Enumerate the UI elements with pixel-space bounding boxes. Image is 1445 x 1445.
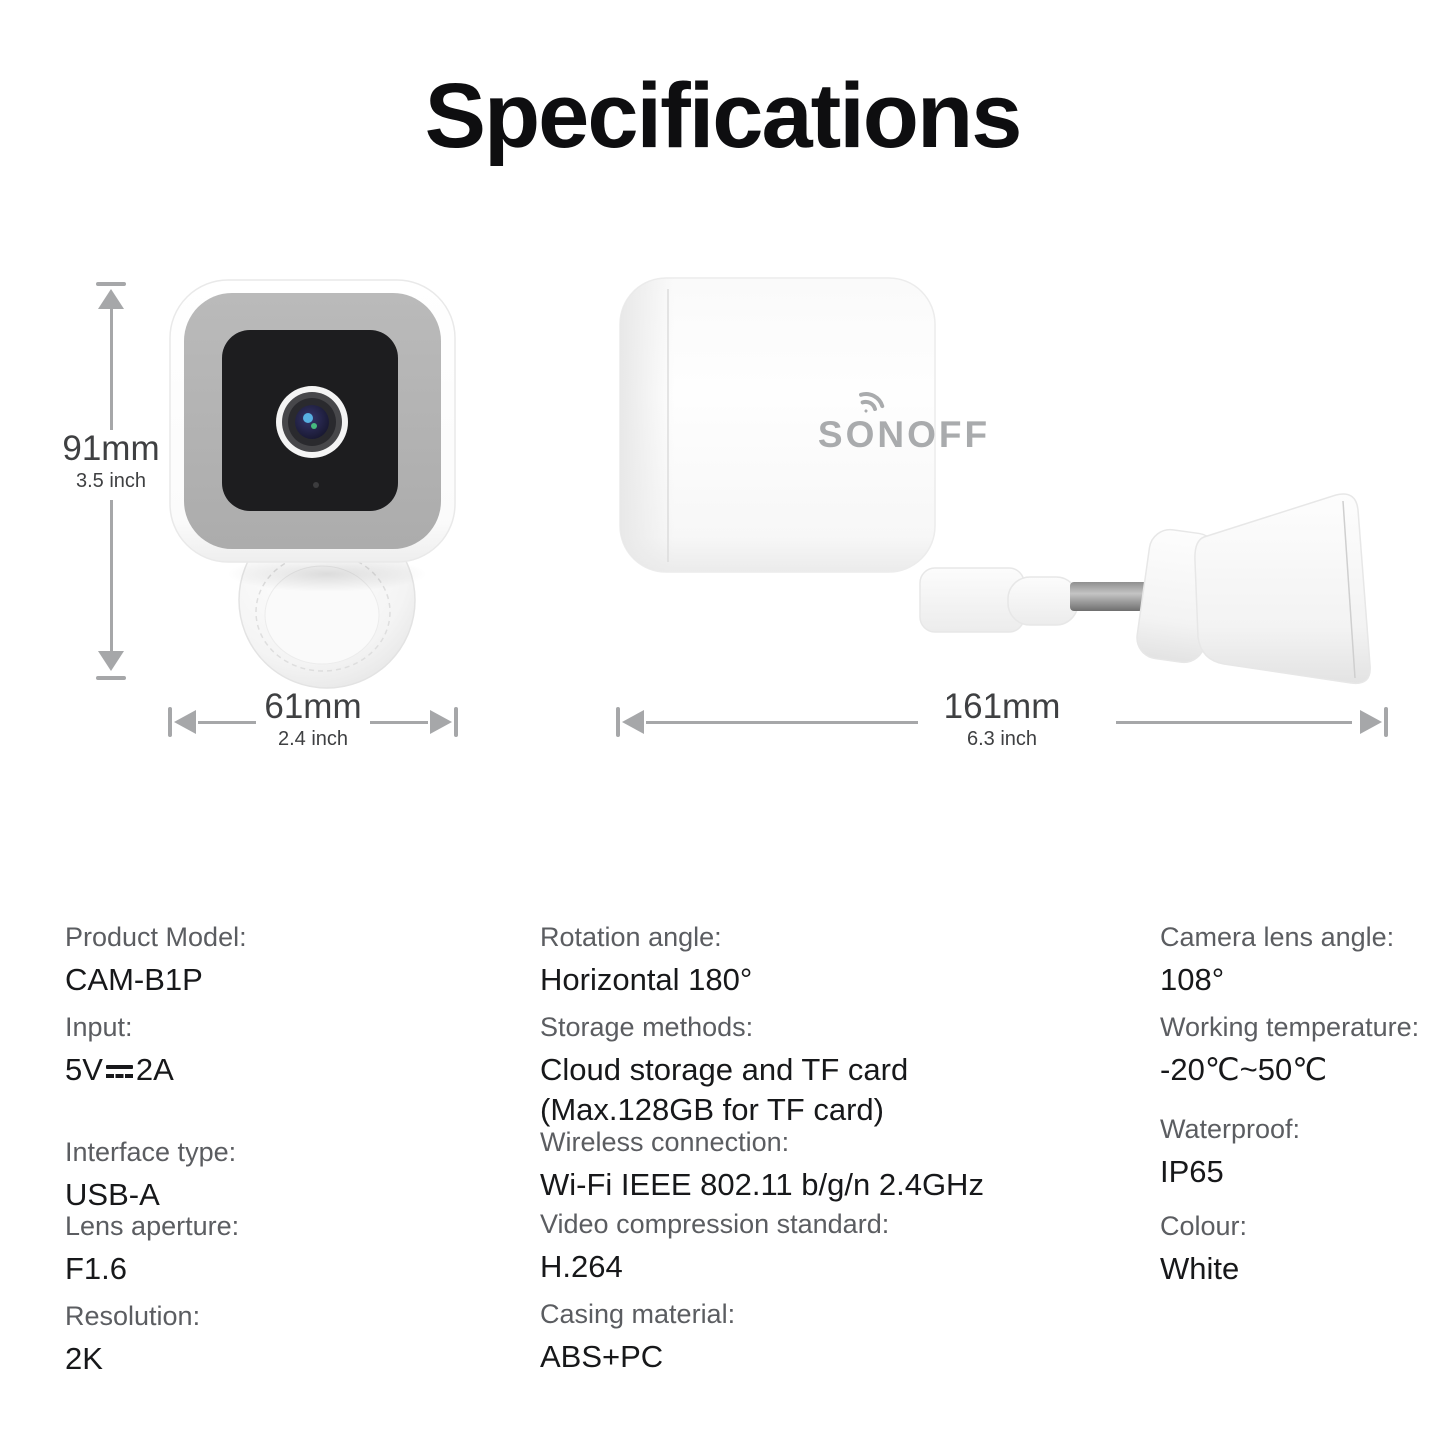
spec-label: Resolution: (65, 1301, 201, 1331)
input-current: 2A (135, 1052, 174, 1088)
dimension-arrow-up-icon (98, 289, 124, 309)
spec-item-casing-material (540, 1299, 735, 1377)
spec-item-interface-type (65, 1137, 236, 1215)
dimension-line (110, 309, 113, 430)
spec-label: Product Model: (65, 922, 247, 952)
length-mm-text: 161mm (943, 687, 1061, 726)
spec-item-video-compression (540, 1209, 889, 1287)
dimension-cap (96, 676, 126, 680)
camera-side-svg (612, 275, 1387, 700)
spec-value: 2K (65, 1341, 103, 1377)
spec-value (540, 1050, 908, 1131)
spec-value: Wi-Fi IEEE 802.11 b/g/n 2.4GHz (540, 1167, 984, 1203)
mount-hinge (1008, 577, 1078, 625)
mic-dot (313, 482, 319, 488)
dimension-arrow-right-icon (1360, 710, 1382, 734)
width-mm-text: 61mm (264, 687, 362, 726)
width-dimension-label (228, 688, 398, 751)
dimension-cap (454, 707, 458, 737)
spec-label: Video compression standard: (540, 1209, 890, 1239)
spec-value: IP65 (1160, 1154, 1224, 1190)
spec-value (65, 1050, 174, 1090)
spec-value: USB-A (65, 1177, 160, 1213)
lens-glass (295, 405, 329, 439)
page-title: Specifications (424, 65, 1021, 167)
spec-item-waterproof (1160, 1114, 1300, 1192)
dimension-line (646, 721, 918, 724)
spec-item-resolution (65, 1301, 200, 1379)
lens-highlight-green (311, 423, 317, 429)
spec-item-colour (1160, 1211, 1247, 1289)
dimension-cap (1384, 707, 1388, 737)
camera-front-svg (150, 278, 460, 693)
dimension-arrow-left-icon (622, 710, 644, 734)
width-dimension (168, 687, 458, 756)
dimension-arrow-left-icon (174, 710, 196, 734)
dimension-line (1116, 721, 1352, 724)
spec-item-working-temperature (1160, 1012, 1419, 1090)
dimension-line (110, 500, 113, 651)
spec-value: CAM-B1P (65, 962, 203, 998)
length-dimension (616, 687, 1388, 756)
spec-label: Working temperature: (1160, 1012, 1420, 1042)
input-voltage: 5V (65, 1052, 103, 1088)
spec-label: Colour: (1160, 1211, 1248, 1241)
spec-item-lens-aperture (65, 1211, 239, 1289)
height-inch-text: 3.5 inch (75, 470, 147, 492)
brand-logo-text: SONOFF (817, 414, 991, 455)
dimension-line (370, 721, 428, 724)
length-inch-text: 6.3 inch (966, 728, 1038, 750)
spec-label: Casing material: (540, 1299, 736, 1329)
spec-label: Rotation angle: (540, 922, 722, 952)
spec-value: Horizontal 180° (540, 962, 753, 998)
spec-value: ABS+PC (540, 1339, 664, 1375)
body-left-cap-shade (620, 278, 674, 572)
spec-label: Wireless connection: (540, 1127, 790, 1157)
spec-label: Camera lens angle: (1160, 922, 1395, 952)
spec-value: -20℃~50℃ (1160, 1052, 1328, 1088)
spec-item-storage-methods (540, 1012, 908, 1131)
spec-label: Interface type: (65, 1137, 237, 1167)
spec-value: H.264 (540, 1249, 623, 1285)
spec-label: Input: (65, 1012, 133, 1042)
dc-symbol-icon (106, 1064, 133, 1080)
spec-item-wireless-connection (540, 1127, 984, 1205)
spec-item-product-model (65, 922, 247, 1000)
length-dimension-label (902, 688, 1102, 751)
dimension-cap (616, 707, 620, 737)
spec-value: F1.6 (65, 1251, 128, 1287)
width-inch-text: 2.4 inch (277, 728, 349, 750)
dimension-arrow-down-icon (98, 651, 124, 671)
storage-line1: Cloud storage and TF card (540, 1052, 909, 1088)
spec-value: 108° (1160, 962, 1225, 998)
height-mm-text: 91mm (62, 429, 160, 468)
spec-item-camera-lens-angle (1160, 922, 1394, 1000)
lens-highlight (303, 413, 313, 423)
dimension-cap (96, 282, 126, 286)
dimension-cap (168, 707, 172, 737)
spec-item-input (65, 1012, 174, 1090)
spec-value: White (1160, 1251, 1240, 1287)
spec-item-rotation-angle (540, 922, 752, 1000)
spec-label: Waterproof: (1160, 1114, 1301, 1144)
spec-label: Lens aperture: (65, 1211, 240, 1241)
storage-line2: (Max.128GB for TF card) (540, 1092, 884, 1128)
dimension-arrow-right-icon (430, 710, 452, 734)
spec-label: Storage methods: (540, 1012, 754, 1042)
